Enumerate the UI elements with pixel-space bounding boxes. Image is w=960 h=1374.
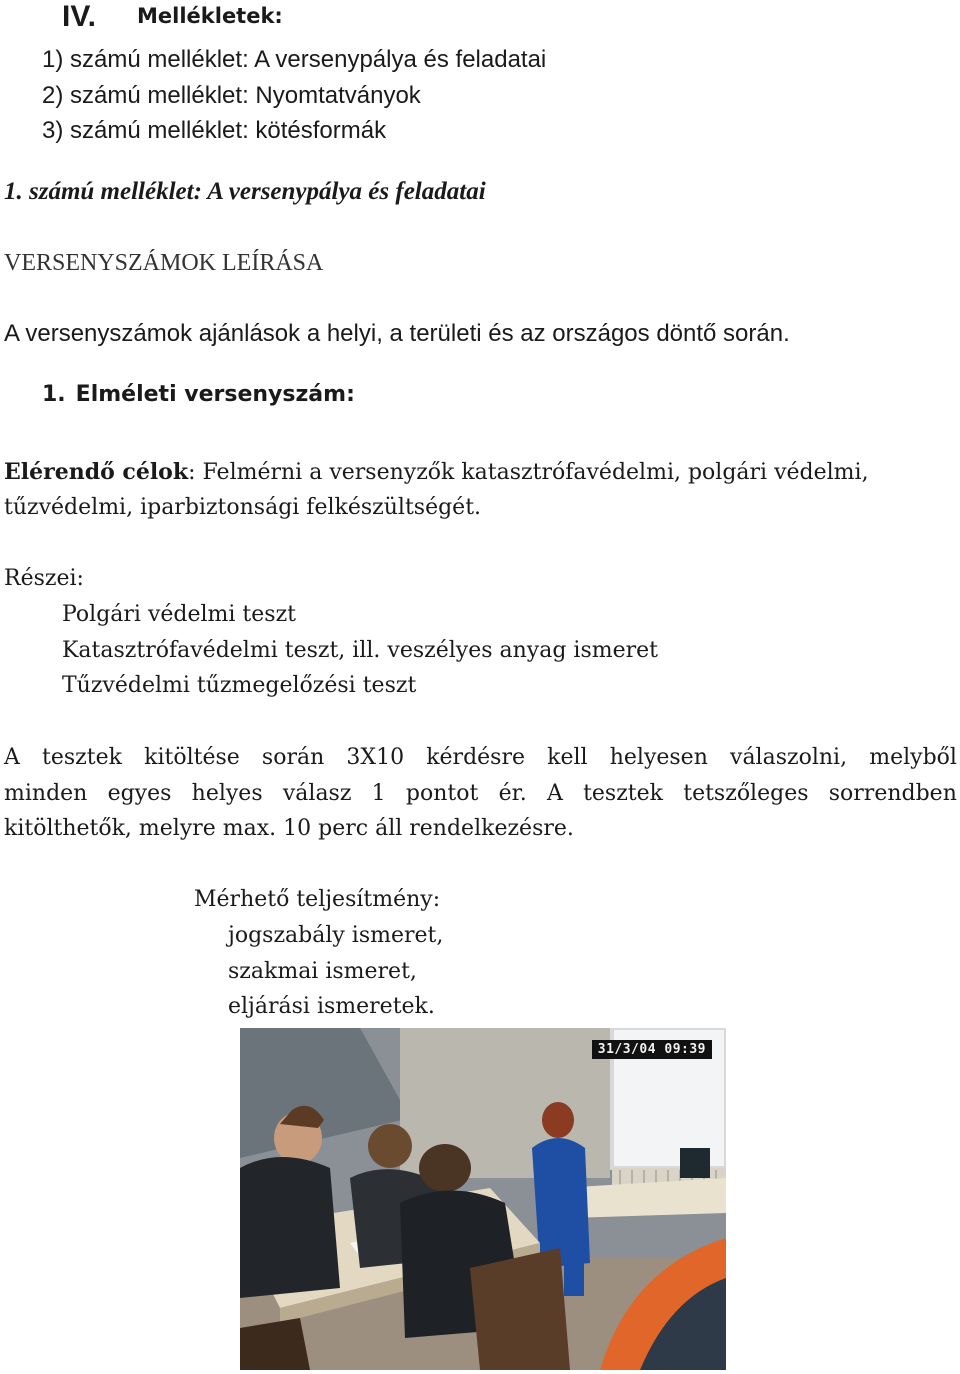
measurable-item: szakmai ismeret, — [228, 959, 417, 984]
word: ér. — [498, 781, 527, 806]
word: sorrendben — [828, 781, 957, 806]
word: kell — [547, 745, 588, 770]
subsection-number: 1. — [42, 382, 66, 407]
section-title: Mellékletek: — [137, 4, 283, 28]
goals-line-2: tűzvédelmi, iparbiztonsági felkészültségét. — [4, 495, 482, 520]
word: 1 — [371, 781, 386, 806]
measurable-item: jogszabály ismeret, — [228, 923, 444, 948]
parts-item: Polgári védelmi teszt — [62, 602, 296, 627]
subsection-heading — [42, 382, 355, 407]
word: melyből — [869, 745, 957, 770]
word: egyes — [107, 781, 172, 806]
intro-paragraph: A versenyszámok ajánlások a helyi, a területi és az országos döntő során. — [4, 320, 790, 347]
events-heading: VERSENYSZÁMOK LEÍRÁSA — [4, 250, 324, 276]
word: kitöltése — [144, 745, 240, 770]
measurable-item: eljárási ismeretek. — [228, 994, 435, 1019]
subsection-title: Elméleti versenyszám: — [75, 382, 355, 407]
word: A — [4, 745, 20, 770]
goals-text: : Felmérni a versenyzők katasztrófavédelmi, polgári védelmi, — [188, 460, 869, 485]
word: pontot — [405, 781, 479, 806]
word: 3X10 — [346, 745, 405, 770]
parts-label: Részei: — [4, 566, 84, 591]
photo-timestamp: 31/3/04 09:39 — [592, 1040, 712, 1059]
word: tesztek — [583, 781, 663, 806]
word: tetszőleges — [683, 781, 809, 806]
tests-paragraph-line-2 — [4, 781, 957, 806]
tests-paragraph-line-3: kitölthetők, melyre max. 10 perc áll rendelkezésre. — [4, 816, 574, 841]
word: kérdésre — [426, 745, 525, 770]
word: helyesen — [609, 745, 708, 770]
goals-label: Elérendő célok — [4, 459, 189, 485]
word: válaszolni, — [730, 745, 848, 770]
word: során — [261, 745, 325, 770]
word: A — [546, 781, 563, 806]
annex-list-item: 1) számú melléklet: A versenypálya és feladatai — [42, 46, 547, 73]
parts-item: Katasztrófavédelmi teszt, ill. veszélyes anyag ismeret — [62, 638, 658, 663]
word: helyes — [191, 781, 263, 806]
annex-list-item: 2) számú melléklet: Nyomtatványok — [42, 82, 421, 109]
measurable-label: Mérhető teljesítmény: — [194, 887, 441, 912]
classroom-photo — [240, 1028, 726, 1370]
section-roman-numeral: IV. — [62, 0, 96, 33]
annex-list-item: 3) számú melléklet: kötésformák — [42, 117, 387, 144]
word: tesztek — [42, 745, 122, 770]
word: válasz — [282, 781, 352, 806]
tests-paragraph-line-1 — [4, 745, 957, 770]
classroom-photo-drawing — [240, 1028, 726, 1370]
parts-item: Tűzvédelmi tűzmegelőzési teszt — [62, 673, 417, 698]
annex-1-title: 1. számú melléklet: A versenypálya és feladatai — [4, 178, 486, 205]
word: minden — [4, 781, 88, 806]
goals-line-1 — [4, 459, 869, 485]
